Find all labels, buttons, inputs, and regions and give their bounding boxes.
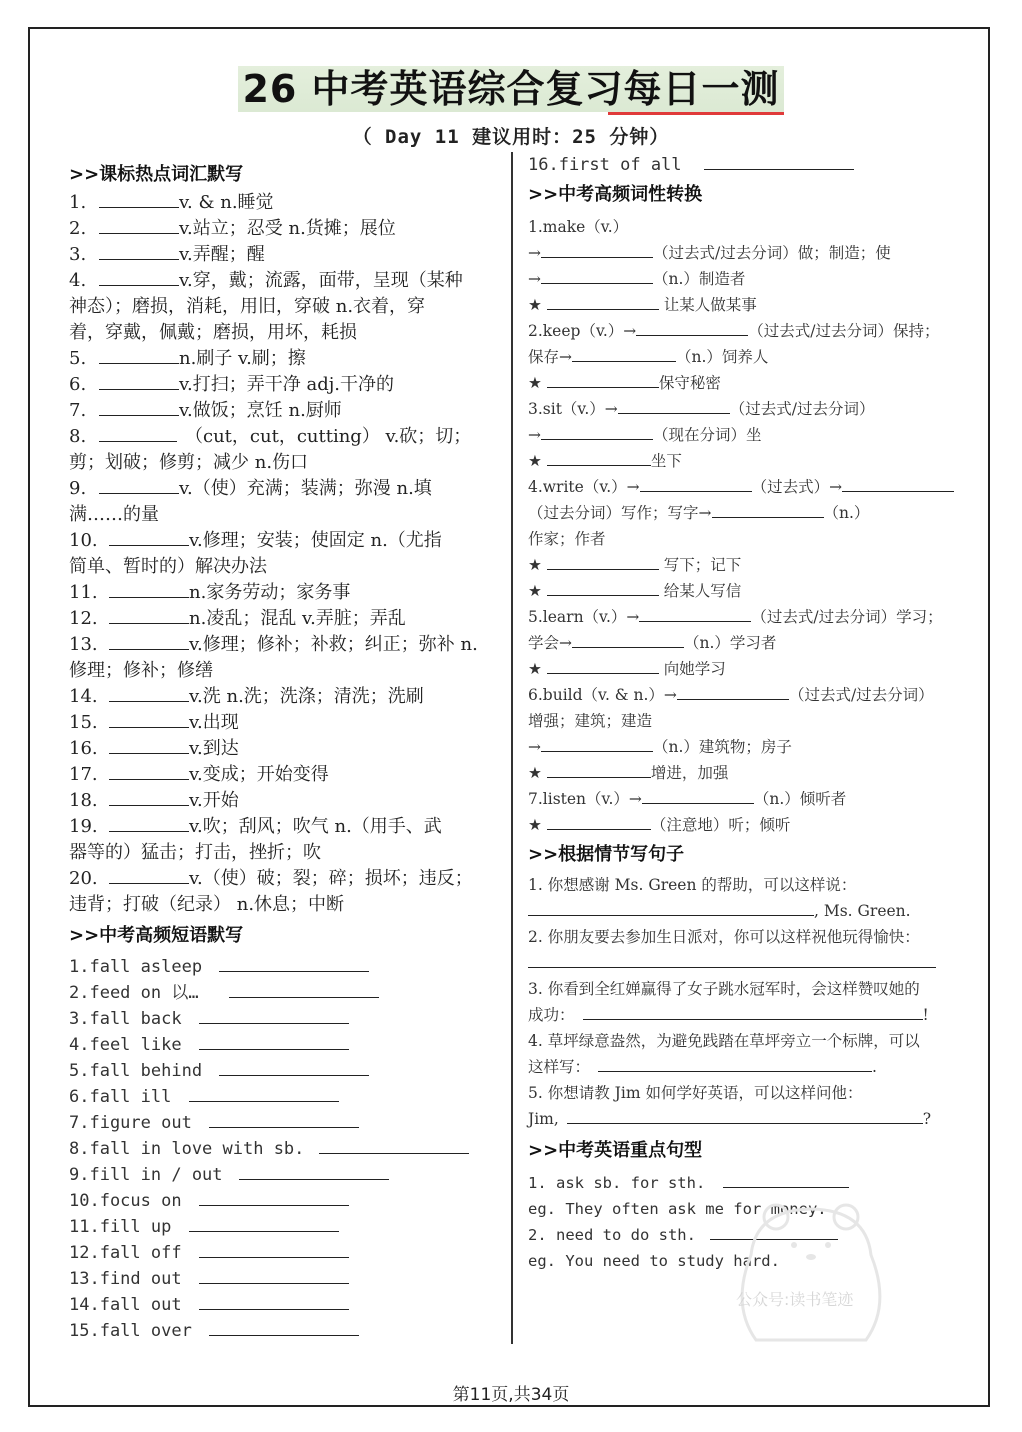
phrase-item [69, 1266, 501, 1292]
vocab-definition-continued: 剪；划破；修剪；减少 n.伤口 [69, 452, 309, 473]
phrase-label: 3.fall back [69, 1009, 182, 1029]
vocab-definition: v.弄醒；醒 [179, 244, 265, 265]
conv-line: ★ 增进，加强 [528, 760, 968, 786]
phrase-label: 11.fill up [69, 1217, 172, 1237]
vocab-definition: v. & n.睡觉 [179, 192, 274, 213]
vocab-definition: v.穿，戴；流露，面带，呈现（某种 [179, 270, 463, 291]
vocab-definition: v.开始 [189, 790, 239, 811]
answer-blank[interactable] [99, 217, 179, 234]
answer-blank[interactable] [642, 787, 754, 804]
conv-line: 作家；作者 [528, 530, 606, 548]
conv-line: 3.sit（v.）→ （过去式/过去分词） [528, 396, 968, 422]
conv-line: → （n.）建筑物；房子 [528, 734, 968, 760]
conv-line: 保存→ （n.）饲养人 [528, 344, 968, 370]
answer-blank[interactable] [547, 449, 651, 466]
answer-blank[interactable] [109, 607, 189, 624]
phrase-label: 9.fill in / out [69, 1165, 223, 1185]
answer-blank[interactable] [572, 631, 684, 648]
phrase-item [69, 1240, 501, 1266]
answer-blank[interactable] [109, 633, 189, 650]
vocab-definition-continued: 违背；打破（纪录） n.休息；中断 [69, 894, 345, 915]
vocab-item [69, 710, 501, 736]
vocab-number: 12. [69, 608, 98, 629]
conv-line: 2.keep（v.）→ （过去式/过去分词）保持； [528, 318, 968, 344]
conv-line: ★ 向她学习 [528, 656, 968, 682]
vocab-number: 10. [69, 530, 98, 551]
vocab-item [69, 762, 501, 788]
answer-blank[interactable] [209, 1111, 359, 1128]
answer-blank[interactable] [199, 1189, 349, 1206]
vocab-number: 2. [69, 218, 87, 239]
vocab-item [69, 476, 501, 502]
phrase-item [69, 1136, 501, 1162]
phrase-label: 13.find out [69, 1269, 182, 1289]
pattern-example: eg. They often ask me for money. [528, 1200, 827, 1218]
vocab-list [69, 190, 501, 918]
phrase-item: 16.first of all [528, 152, 968, 178]
title-block [0, 66, 1022, 112]
phrase-item [69, 1318, 501, 1344]
answer-blank[interactable] [109, 685, 189, 702]
answer-blank[interactable] [547, 813, 651, 830]
vocab-definition: v.洗 n.洗；洗涤；清洗；洗刷 [189, 686, 424, 707]
vocab-item [69, 242, 501, 268]
sentence-prompt: 4. 草坪绿意盎然，为避免践踏在草坪旁立一个标牌，可以 [528, 1032, 920, 1050]
vocab-definition-continued: 修理；修补；修缮 [69, 660, 213, 681]
vocab-number: 6. [69, 374, 87, 395]
section-heading-sentences: >>根据情节写句子 [528, 844, 685, 865]
column-divider [511, 152, 513, 1344]
vocab-definition: v.（使）充满；装满；弥漫 n.填 [179, 478, 432, 499]
vocab-item [69, 346, 501, 372]
answer-blank[interactable] [842, 475, 954, 492]
watermark-text: 公众号:读书笔迹 [736, 1290, 854, 1309]
vocab-number: 7. [69, 400, 87, 421]
vocab-definition: n.凌乱；混乱 v.弄脏；弄乱 [189, 608, 406, 629]
answer-blank[interactable] [541, 423, 653, 440]
vocab-item [69, 580, 501, 606]
answer-blank[interactable] [618, 397, 730, 414]
vocab-number: 18. [69, 790, 98, 811]
section-heading-conversion: >>中考高频词性转换 [528, 184, 703, 205]
answer-blank[interactable] [99, 373, 179, 390]
phrase-item [69, 1162, 501, 1188]
phrase-item [69, 1032, 501, 1058]
conv-line: ★ 保守秘密 [528, 370, 968, 396]
answer-blank[interactable] [639, 605, 751, 622]
answer-blank[interactable] [640, 475, 752, 492]
vocab-definition: n.家务劳动；家务事 [189, 582, 351, 603]
phrase-item [69, 1188, 501, 1214]
vocab-number: 17. [69, 764, 98, 785]
answer-blank[interactable] [199, 1267, 349, 1284]
section-heading-vocab: >>课标热点词汇默写 [69, 164, 244, 185]
phrase-label: 12.fall off [69, 1243, 182, 1263]
vocab-definition-continued: 简单、暂时的）解决办法 [69, 556, 267, 577]
phrase-item [69, 1058, 501, 1084]
answer-blank[interactable] [677, 683, 789, 700]
phrase-label: 10.focus on [69, 1191, 182, 1211]
vocab-number: 19. [69, 816, 98, 837]
answer-blank[interactable] [528, 951, 936, 968]
conv-line: （过去分词）写作；写字→ （n.） [528, 500, 968, 526]
answer-blank[interactable] [109, 529, 189, 546]
vocab-definition: （cut，cut，cutting） v.砍；切； [185, 426, 472, 447]
vocab-definition: v.站立；忍受 n.货摊；展位 [179, 218, 396, 239]
answer-blank[interactable] [109, 763, 189, 780]
title-underline [608, 112, 784, 115]
answer-blank[interactable] [109, 789, 189, 806]
page-footer: 第11页,共34页 [452, 1385, 570, 1405]
answer-blank[interactable] [547, 761, 651, 778]
vocab-number: 20. [69, 868, 98, 889]
phrase-item [69, 1110, 501, 1136]
vocab-definition: v.做饭；烹饪 n.厨师 [179, 400, 342, 421]
conv-line: ★ 写下；记下 [528, 552, 968, 578]
conv-line: 1.make（v.） [528, 218, 629, 236]
answer-blank[interactable] [109, 737, 189, 754]
sentence-prompt: 5. 你想请教 Jim 如何学好英语，可以这样问他： [528, 1084, 863, 1102]
vocab-number: 4. [69, 270, 87, 291]
vocab-number: 16. [69, 738, 98, 759]
pattern-example: eg. You need to study hard. [528, 1252, 780, 1270]
sentence-answer-line: 这样写： . [528, 1054, 968, 1080]
answer-blank[interactable] [189, 1085, 339, 1102]
vocab-item [69, 398, 501, 424]
answer-blank[interactable] [636, 319, 748, 336]
sentence-answer-line: , Ms. Green. [528, 898, 968, 924]
conv-line: 增强；建筑；建造 [528, 712, 653, 730]
vocab-number: 5. [69, 348, 87, 369]
vocab-number: 3. [69, 244, 87, 265]
vocab-definition: v.到达 [189, 738, 239, 759]
pattern-item: 1. ask sb. for sth. [528, 1170, 968, 1196]
page-subtitle: （ Day 11 建议用时：25 分钟） [352, 126, 670, 148]
vocab-number: 11. [69, 582, 98, 603]
phrase-label: 4.feel like [69, 1035, 182, 1055]
phrase-label: 6.fall ill [69, 1087, 172, 1107]
answer-blank[interactable] [547, 293, 659, 310]
phrase-list [69, 954, 501, 1344]
answer-blank[interactable] [99, 191, 179, 208]
conv-line: 6.build（v. & n.）→ （过去式/过去分词） [528, 682, 968, 708]
answer-blank[interactable] [209, 1319, 359, 1336]
phrase-label: 14.fall out [69, 1295, 182, 1315]
vocab-item [69, 788, 501, 814]
bear-watermark-icon [716, 1195, 906, 1345]
vocab-item [69, 814, 501, 840]
vocab-item [69, 372, 501, 398]
answer-blank[interactable] [572, 345, 676, 362]
answer-blank[interactable] [583, 1003, 923, 1020]
vocab-item [69, 866, 501, 892]
conv-line: → （n.）制造者 [528, 266, 968, 292]
answer-blank[interactable] [547, 553, 659, 570]
vocab-number: 13. [69, 634, 98, 655]
answer-blank[interactable] [541, 267, 653, 284]
sentence-prompt: 2. 你朋友要去参加生日派对，你可以这样祝他玩得愉快： [528, 928, 920, 946]
conv-line: → （现在分词）坐 [528, 422, 968, 448]
answer-blank[interactable] [528, 899, 814, 916]
phrase-label: 8.fall in love with sb. [69, 1139, 305, 1159]
vocab-item [69, 736, 501, 762]
answer-blank[interactable] [99, 477, 179, 494]
vocab-item [69, 190, 501, 216]
vocab-definition-continued: 满……的量 [69, 504, 159, 525]
answer-blank[interactable] [541, 735, 653, 752]
conv-line: ★ 让某人做某事 [528, 292, 968, 318]
vocab-item [69, 216, 501, 242]
conv-line: ★ 给某人写信 [528, 578, 968, 604]
conv-line: 5.learn（v.）→ （过去式/过去分词）学习； [528, 604, 968, 630]
vocab-number: 1. [69, 192, 87, 213]
section-heading-phrases: >>中考高频短语默写 [69, 925, 244, 946]
vocab-definition: v.修理；修补；补救；纠正；弥补 n. [189, 634, 478, 655]
answer-blank[interactable] [109, 581, 189, 598]
conv-line: 学会→ （n.）学习者 [528, 630, 968, 656]
vocab-item [69, 528, 501, 554]
answer-blank[interactable] [199, 1293, 349, 1310]
answer-blank[interactable] [229, 981, 379, 998]
conv-line: 7.listen（v.）→ （n.）倾听者 [528, 786, 968, 812]
answer-blank[interactable] [99, 399, 179, 416]
answer-blank[interactable] [99, 425, 177, 442]
vocab-number: 14. [69, 686, 98, 707]
answer-blank[interactable] [704, 153, 854, 170]
answer-blank[interactable] [547, 657, 659, 674]
answer-blank[interactable] [189, 1215, 339, 1232]
vocab-number: 9. [69, 478, 87, 499]
vocab-definition: v.打扫；弄干净 adj.干净的 [179, 374, 395, 395]
phrase-label: 1.fall asleep [69, 957, 203, 977]
sentence-answer-line: 成功： ! [528, 1002, 968, 1028]
conversion-block [528, 214, 968, 838]
vocab-definition: v.出现 [189, 712, 239, 733]
sentence-block [528, 872, 968, 1132]
conv-line: ★ 坐下 [528, 448, 968, 474]
answer-blank[interactable] [219, 1059, 369, 1076]
phrase-item [69, 1292, 501, 1318]
vocab-definition: v.吹；刮风；吹气 n.（用手、武 [189, 816, 442, 837]
conv-line: ★ （注意地）听；倾听 [528, 812, 968, 838]
answer-blank[interactable] [567, 1107, 923, 1124]
vocab-definition: n.刷子 v.刷；擦 [179, 348, 306, 369]
phrase-label: 5.fall behind [69, 1061, 203, 1081]
section-heading-patterns: >>中考英语重点句型 [528, 1140, 703, 1161]
answer-blank[interactable] [239, 1163, 389, 1180]
answer-blank[interactable] [109, 815, 189, 832]
vocab-definition-continued: 器等的）猛击；打击，挫折；吹 [69, 842, 321, 863]
right-column [528, 152, 968, 1274]
phrase-item [69, 1084, 501, 1110]
vocab-number: 15. [69, 712, 98, 733]
vocab-definition-continued: 着，穿戴，佩戴；磨损，用坏，耗损 [69, 322, 357, 343]
answer-blank[interactable] [541, 241, 653, 258]
vocab-definition: v.修理；安装；使固定 n.（尤指 [189, 530, 442, 551]
vocab-item [69, 684, 501, 710]
phrase-item [69, 954, 501, 980]
answer-blank[interactable] [712, 501, 824, 518]
answer-blank[interactable] [199, 1033, 349, 1050]
answer-blank[interactable] [547, 371, 659, 388]
vocab-definition: v.变成；开始变得 [189, 764, 329, 785]
vocab-item [69, 268, 501, 294]
sentence-answer-line: Jim, ? [528, 1106, 968, 1132]
vocab-item [69, 424, 501, 450]
vocab-item [69, 632, 501, 658]
answer-blank[interactable] [319, 1137, 469, 1154]
phrase-item [69, 980, 501, 1006]
conv-line: 4.write（v.）→ （过去式）→ [528, 474, 968, 500]
answer-blank[interactable] [547, 579, 659, 596]
answer-blank[interactable] [99, 347, 179, 364]
answer-blank[interactable] [99, 269, 179, 286]
phrase-item [69, 1006, 501, 1032]
left-column [69, 160, 501, 1344]
vocab-number: 8. [69, 426, 87, 447]
answer-blank[interactable] [219, 955, 369, 972]
answer-blank[interactable] [723, 1171, 849, 1188]
pattern-item: 2. need to do sth. [528, 1222, 968, 1248]
sentence-answer-line [528, 950, 968, 976]
answer-blank[interactable] [109, 867, 189, 884]
vocab-definition-continued: 神态）；磨损，消耗，用旧，穿破 n.衣着，穿 [69, 296, 426, 317]
page-title: 26 中考英语综合复习每日一测 [238, 66, 783, 112]
sentence-prompt: 3. 你看到全红婵赢得了女子跳水冠军时，会这样赞叹她的 [528, 980, 920, 998]
sentence-prompt: 1. 你想感谢 Ms. Green 的帮助，可以这样说： [528, 876, 857, 894]
phrase-label: 15.fall over [69, 1321, 192, 1341]
phrase-label: 7.figure out [69, 1113, 192, 1133]
answer-blank[interactable] [199, 1007, 349, 1024]
phrase-item [69, 1214, 501, 1240]
vocab-item [69, 606, 501, 632]
vocab-definition: v.（使）破；裂；碎；损坏；违反； [189, 868, 473, 889]
conv-line: → （过去式/过去分词）做；制造；使 [528, 240, 968, 266]
answer-blank[interactable] [109, 711, 189, 728]
answer-blank[interactable] [199, 1241, 349, 1258]
phrase-label: 2.feed on 以… [69, 983, 199, 1003]
answer-blank[interactable] [598, 1055, 872, 1072]
answer-blank[interactable] [99, 243, 179, 260]
